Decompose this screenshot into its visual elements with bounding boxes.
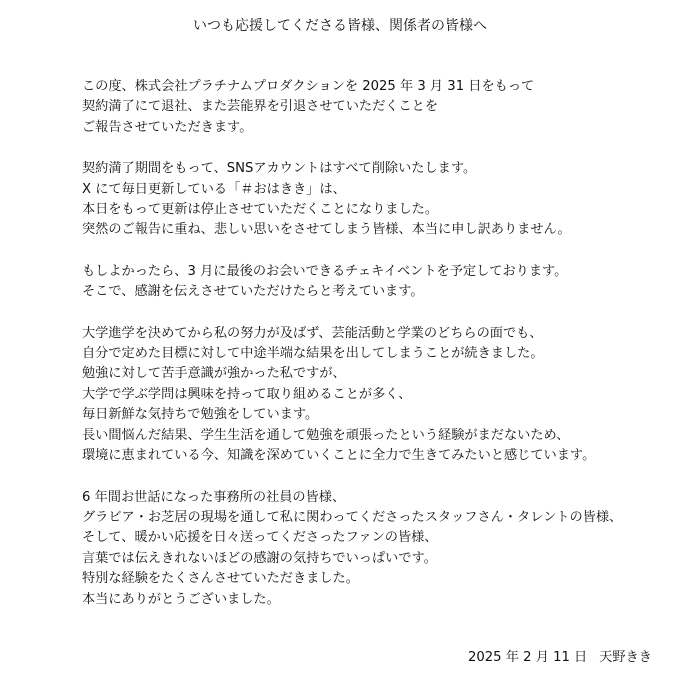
text-line: ご報告させていただきます。 bbox=[82, 119, 253, 135]
text-line: もしよかったら、3 月に最後のお会いできるチェキイベントを予定しております。 bbox=[82, 263, 568, 279]
text-line: そこで、感謝を伝えさせていただけたらと考えています。 bbox=[82, 284, 424, 300]
text-line: 毎日新鮮な気持ちで勉強をしています。 bbox=[82, 407, 319, 423]
text-line: 環境に恵まれている今、知識を深めていくことに全力で生きてみたいと感じています。 bbox=[82, 448, 596, 464]
paragraph-thanks bbox=[82, 488, 672, 610]
text-line: グラビア・お芝居の現場を通して私に関わってくださったスタッフさん・タレントの皆様、 bbox=[82, 509, 623, 525]
text-line: 6 年間お世話になった事務所の社員の皆様、 bbox=[82, 489, 346, 505]
text-line: 自分で定めた目標に対して中途半端な結果を出してしまうことが続きました。 bbox=[82, 346, 544, 362]
text-line: X にて毎日更新している「＃おはきき」は、 bbox=[82, 181, 346, 197]
signature-date: 2025 年 2 月 11 日 bbox=[467, 650, 588, 665]
text-line: 契約満了期間をもって、SNSアカウントはすべて削除いたします。 bbox=[82, 161, 477, 177]
paragraph-study bbox=[82, 324, 672, 467]
text-line: 本当にありがとうございました。 bbox=[82, 591, 280, 607]
page-title: いつも応援してくださる皆様、関係者の皆様へ bbox=[193, 18, 487, 34]
text-line: 大学進学を決めてから私の努力が及ばず、芸能活動と学業のどちらの面でも、 bbox=[82, 325, 543, 341]
text-line: 言葉では伝えきれないほどの感謝の気持ちでいっぱいです。 bbox=[82, 550, 437, 566]
text-line: 大学で学ぶ学問は興味を持って取り組めることが多く、 bbox=[82, 386, 412, 402]
paragraph-announcement bbox=[82, 77, 672, 138]
text-line: この度、株式会社プラチナムプロダクションを 2025 年 3 月 31 日をもって bbox=[82, 79, 535, 94]
paragraph-event bbox=[82, 262, 672, 303]
signature-name: 天野きき bbox=[599, 650, 652, 665]
text-line: 突然のご報告に重ね、悲しい思いをさせてしまう皆様、本当に申し訳ありません。 bbox=[82, 222, 571, 238]
text-line: 本日をもって更新は停止させていただくことになりました。 bbox=[82, 202, 439, 218]
text-line: 契約満了にて退社、また芸能界を引退させていただくことを bbox=[82, 99, 439, 115]
text-line: 特別な経験をたくさんさせていただきました。 bbox=[82, 571, 359, 587]
statement-body bbox=[82, 77, 672, 631]
paragraph-sns bbox=[82, 159, 672, 241]
text-line: 長い間悩んだ結果、学生生活を通して勉強を頑張ったという経験がまだないため、 bbox=[82, 427, 570, 443]
signature bbox=[468, 648, 652, 668]
text-line: そして、暖かい応援を日々送ってくださったファンの皆様、 bbox=[82, 530, 438, 546]
text-line: 勉強に対して苦手意識が強かった私ですが、 bbox=[82, 366, 346, 382]
